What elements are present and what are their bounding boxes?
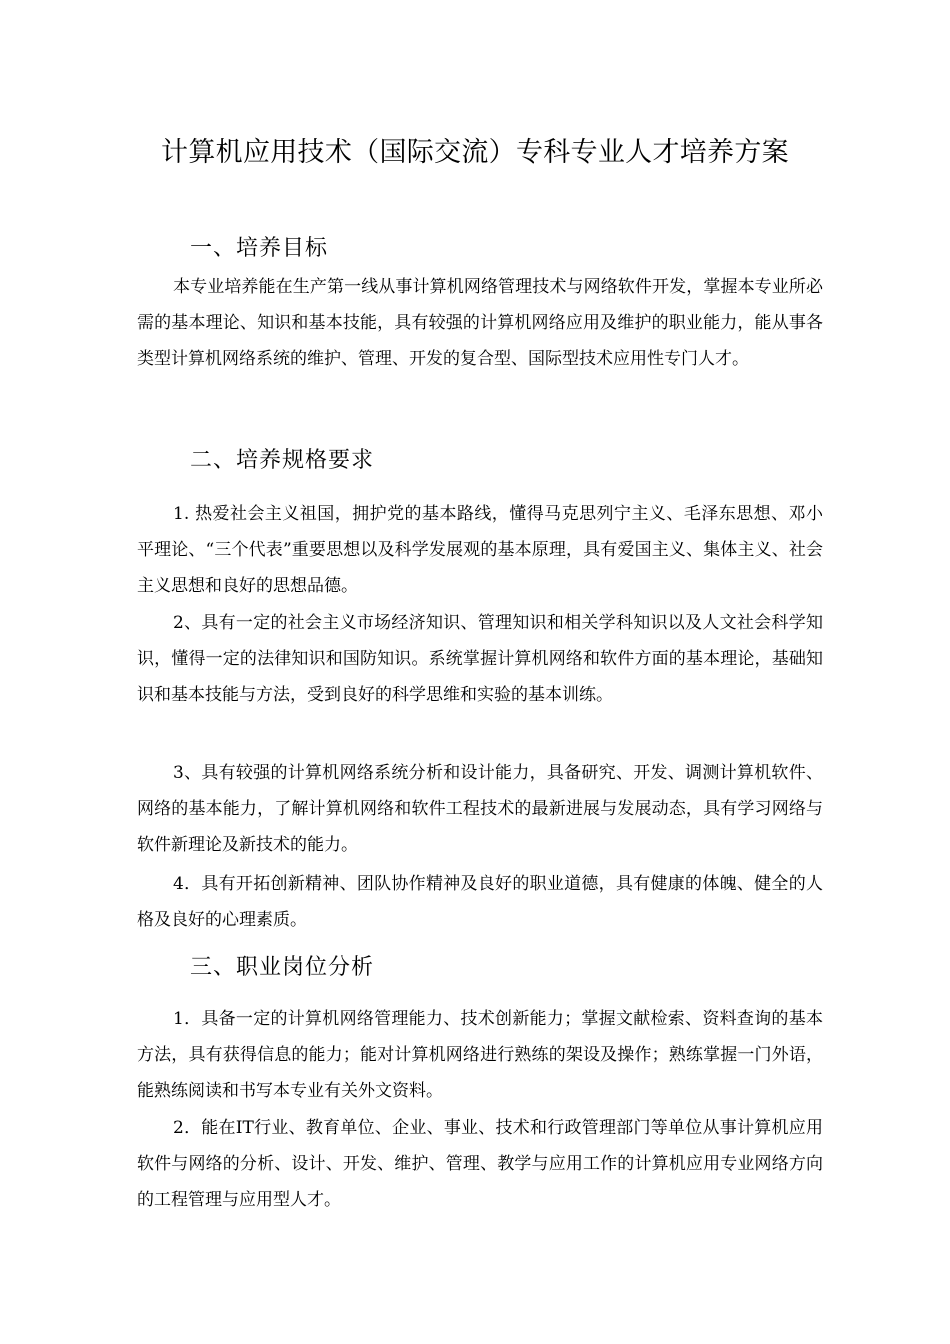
paragraph-career-2: 2．能在IT行业、教育单位、企业、事业、技术和行政管理部门等单位从事计算机应用软件与网络的分析、设计、开发、维护、管理、教学与应用工作的计算机应用专业网络方向的工程管理与应用型人才。 xyxy=(137,1118,823,1210)
paragraph-requirement-2: 2、具有一定的社会主义市场经济知识、管理知识和相关学科知识以及人文社会科学知识，懂得一定的法律知识和国防知识。系统掌握计算机网络和软件方面的基本理论，基础知识和基本技能与方法，受到良好的科学思维和实验的基本训练。 xyxy=(137,613,823,705)
section-heading-requirements: 二、培养规格要求 xyxy=(190,448,375,473)
section-heading-career-analysis: 三、职业岗位分析 xyxy=(190,955,375,980)
section-heading-training-goal: 一、培养目标 xyxy=(190,236,329,261)
document-title: 计算机应用技术（国际交流）专科专业人才培养方案 xyxy=(161,137,789,168)
paragraph-requirement-4: 4．具有开拓创新精神、团队协作精神及良好的职业道德，具有健康的体魄、健全的人格及良好的心理素质。 xyxy=(137,874,823,930)
paragraph-training-goal: 本专业培养能在生产第一线从事计算机网络管理技术与网络软件开发，掌握本专业所必需的基本理论、知识和基本技能，具有较强的计算机网络应用及维护的职业能力，能从事各类型计算机网络系统的维护、管理、开发的复合型、国际型技术应用性专门人才。 xyxy=(137,277,823,369)
paragraph-career-1: 1．具备一定的计算机网络管理能力、技术创新能力；掌握文献检索、资料查询的基本方法，具有获得信息的能力；能对计算机网络进行熟练的架设及操作；熟练掌握一门外语，能熟练阅读和书写本专业有关外文资料。 xyxy=(137,1009,823,1101)
paragraph-requirement-3: 3、具有较强的计算机网络系统分析和设计能力，具备研究、开发、调测计算机软件、网络的基本能力，了解计算机网络和软件工程技术的最新进展与发展动态，具有学习网络与软件新理论及新技术的能力。 xyxy=(137,763,823,855)
paragraph-requirement-1: 1. 热爱社会主义祖国，拥护党的基本路线，懂得马克思列宁主义、毛泽东思想、邓小平理论、“三个代表”重要思想以及科学发展观的基本原理，具有爱国主义、集体主义、社会主义思想和良好的思想品德。 xyxy=(137,504,823,596)
